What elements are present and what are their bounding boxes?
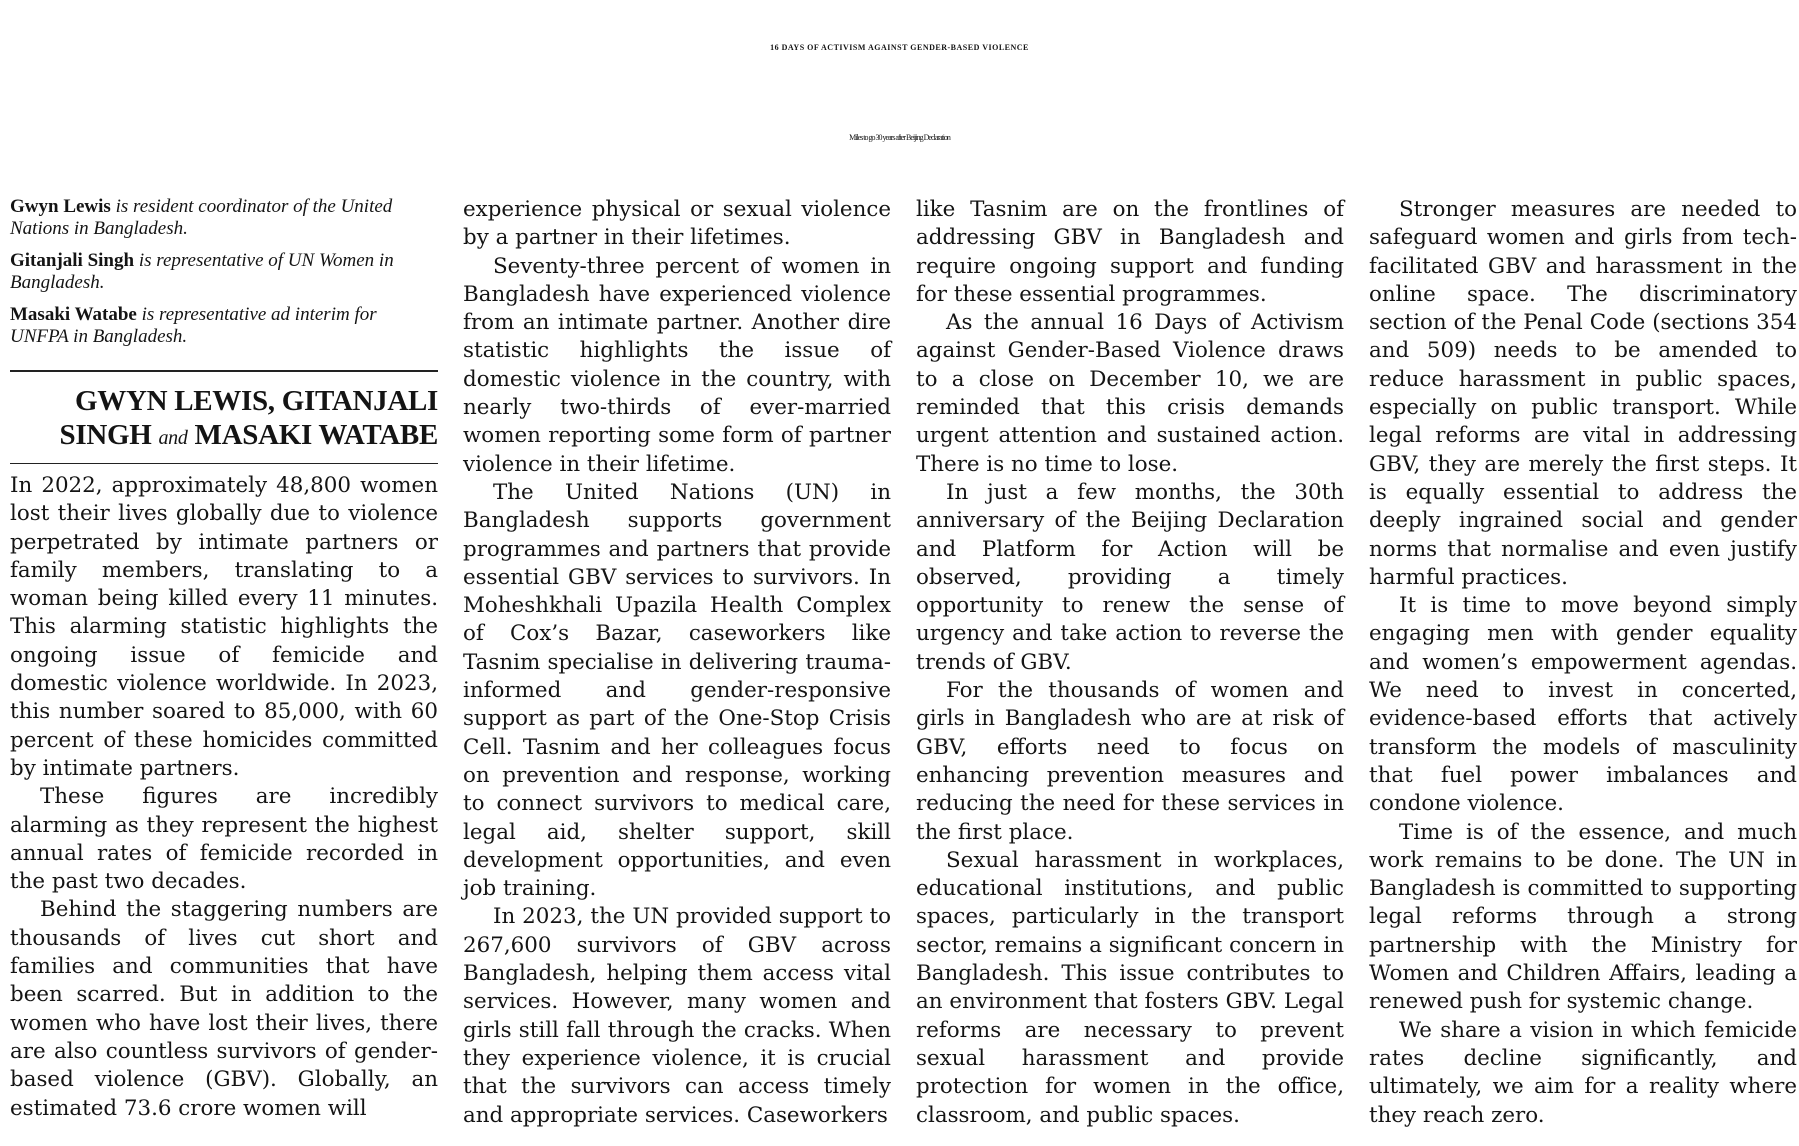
paragraph: The United Nations (UN) in Bangladesh supports government programmes and partners that provide essential GBV services to survivors. In Moheshkhali Upazila Health Complex of Cox’s Bazar, caseworkers like Tasnim specialise in delivering trauma-informed and gender-responsive support as part of the One-Stop Crisis Cell. Tasnim and her colleagues focus on prevention and response, working to connect survivors to medical care, legal aid, shelter support, skill development opportunities, and even job training. <box>463 479 891 902</box>
byline-line-1: GWYN LEWIS, GITANJALI <box>75 385 438 417</box>
byline-line-2 <box>10 418 438 455</box>
paragraph: These figures are incredibly alarming as they represent the highest annual rates of femicide recorded in the past two decades. <box>10 784 438 895</box>
kicker: 16 DAYS OF ACTIVISM AGAINST GENDER-BASED VIOLENCE <box>770 43 1029 52</box>
bio-gwyn-lewis <box>10 196 438 240</box>
paragraph: like Tasnim are on the frontlines of addressing GBV in Bangladesh and require ongoing support and funding for these essential programmes. <box>916 197 1344 307</box>
paragraph: Behind the staggering numbers are thousands of lives cut short and families and communities that have been scarred. But in addition to the women who have lost their lives, there are also countless survivors of gender-based violence (GBV). Globally, an estimated 73.6 crore women will <box>10 897 438 1121</box>
byline <box>10 384 438 455</box>
bio-name: Gwyn Lewis <box>10 196 111 217</box>
paragraph: We share a vision in which femicide rates decline significantly, and ultimately, we aim for a reality where they reach zero. <box>1369 1017 1797 1128</box>
bio-name: Masaki Watabe <box>10 304 137 325</box>
paragraph: Time is of the essence, and much work remains to be done. The UN in Bangladesh is committed to supporting legal reforms through a strong partnership with the Ministry for Women and Children Affairs, leading a renewed push for systemic change. <box>1369 819 1797 1015</box>
byline-name-watabe: MASAKI WATABE <box>194 419 438 451</box>
byline-name-singh: SINGH <box>59 419 152 451</box>
headline: Miles to go 30 years after Beijing Declaration <box>849 133 950 142</box>
paragraph: It is time to move beyond simply engaging men with gender equality and women’s empowerment agendas. We need to invest in concerted, evidence-based efforts that actively transform the models of masculinity that fuel power imbalances and condone violence. <box>1369 593 1797 817</box>
bio-gitanjali-singh <box>10 250 438 294</box>
column-4 <box>1369 196 1797 1130</box>
byline-and: and <box>158 427 188 449</box>
column-2 <box>463 196 891 1130</box>
paragraph: For the thousands of women and girls in Bangladesh who are at risk of GBV, efforts need to focus on enhancing prevention measures and reducing the need for these services in the first place. <box>916 678 1344 845</box>
paragraph: In 2023, the UN provided support to 267,600 survivors of GBV across Bangladesh, helping them access vital services. However, many women and girls still fall through the cracks. When they experience violence, it is crucial that the survivors can access timely and appropriate services. Caseworkers <box>463 904 891 1128</box>
paragraph: experience physical or sexual violence by a partner in their lifetimes. <box>463 197 891 251</box>
paragraph: Seventy-three percent of women in Bangladesh have experienced violence from an intimate partner. Another dire statistic highlights the issue of domestic violence in the country, with nearly two-thirds of ever-married women reporting some form of partner violence in their lifetime. <box>463 253 891 477</box>
paragraph: As the annual 16 Days of Activism against Gender-Based Violence draws to a close on December 10, we are reminded that this crisis demands urgent attention and sustained action. There is no time to lose. <box>916 310 1344 477</box>
bio-desc: is representative ad interim for UNFPA in Bangladesh. <box>10 304 377 347</box>
paragraph: In just a few months, the 30th anniversary of the Beijing Declaration and Platform for Action will be observed, providing a timely opportunity to renew the sense of urgency and take action to reverse the trends of GBV. <box>916 479 1344 675</box>
bio-masaki-watabe <box>10 304 438 348</box>
bio-desc: is resident coordinator of the United Nations in Bangladesh. <box>10 196 393 239</box>
column-3 <box>916 196 1344 1130</box>
paragraph: In 2022, approximately 48,800 women lost their lives globally due to violence perpetrated by intimate partners or family members, translating to a woman being killed every 11 minutes. This alarming statistic highlights the ongoing issue of femicide and domestic violence worldwide. In 2023, this number soared to 85,000, with 60 percent of these homicides committed by intimate partners. <box>10 473 438 781</box>
paragraph: Stronger measures are needed to safeguard women and girls from tech-facilitated GBV and harassment in the online space. The discriminatory section of the Penal Code (sections 354 and 509) needs to be amended to reduce harassment in public spaces, especially on public transport. While legal reforms are vital in addressing GBV, they are merely the first steps. It is equally essential to address the deeply ingrained social and gender norms that normalise and even justify harmful practices. <box>1369 197 1797 590</box>
paragraph: Sexual harassment in workplaces, educational institutions, and public spaces, particularly in the transport sector, remains a significant concern in Bangladesh. This issue contributes to an environment that fosters GBV. Legal reforms are necessary to prevent sexual harassment and provide protection for women in the office, classroom, and public spaces. <box>916 847 1344 1128</box>
bio-desc: is representative of UN Women in Bangladesh. <box>10 250 394 293</box>
column-1 <box>10 196 438 1123</box>
bio-name: Gitanjali Singh <box>10 250 135 271</box>
divider <box>10 370 438 372</box>
divider <box>10 463 438 464</box>
